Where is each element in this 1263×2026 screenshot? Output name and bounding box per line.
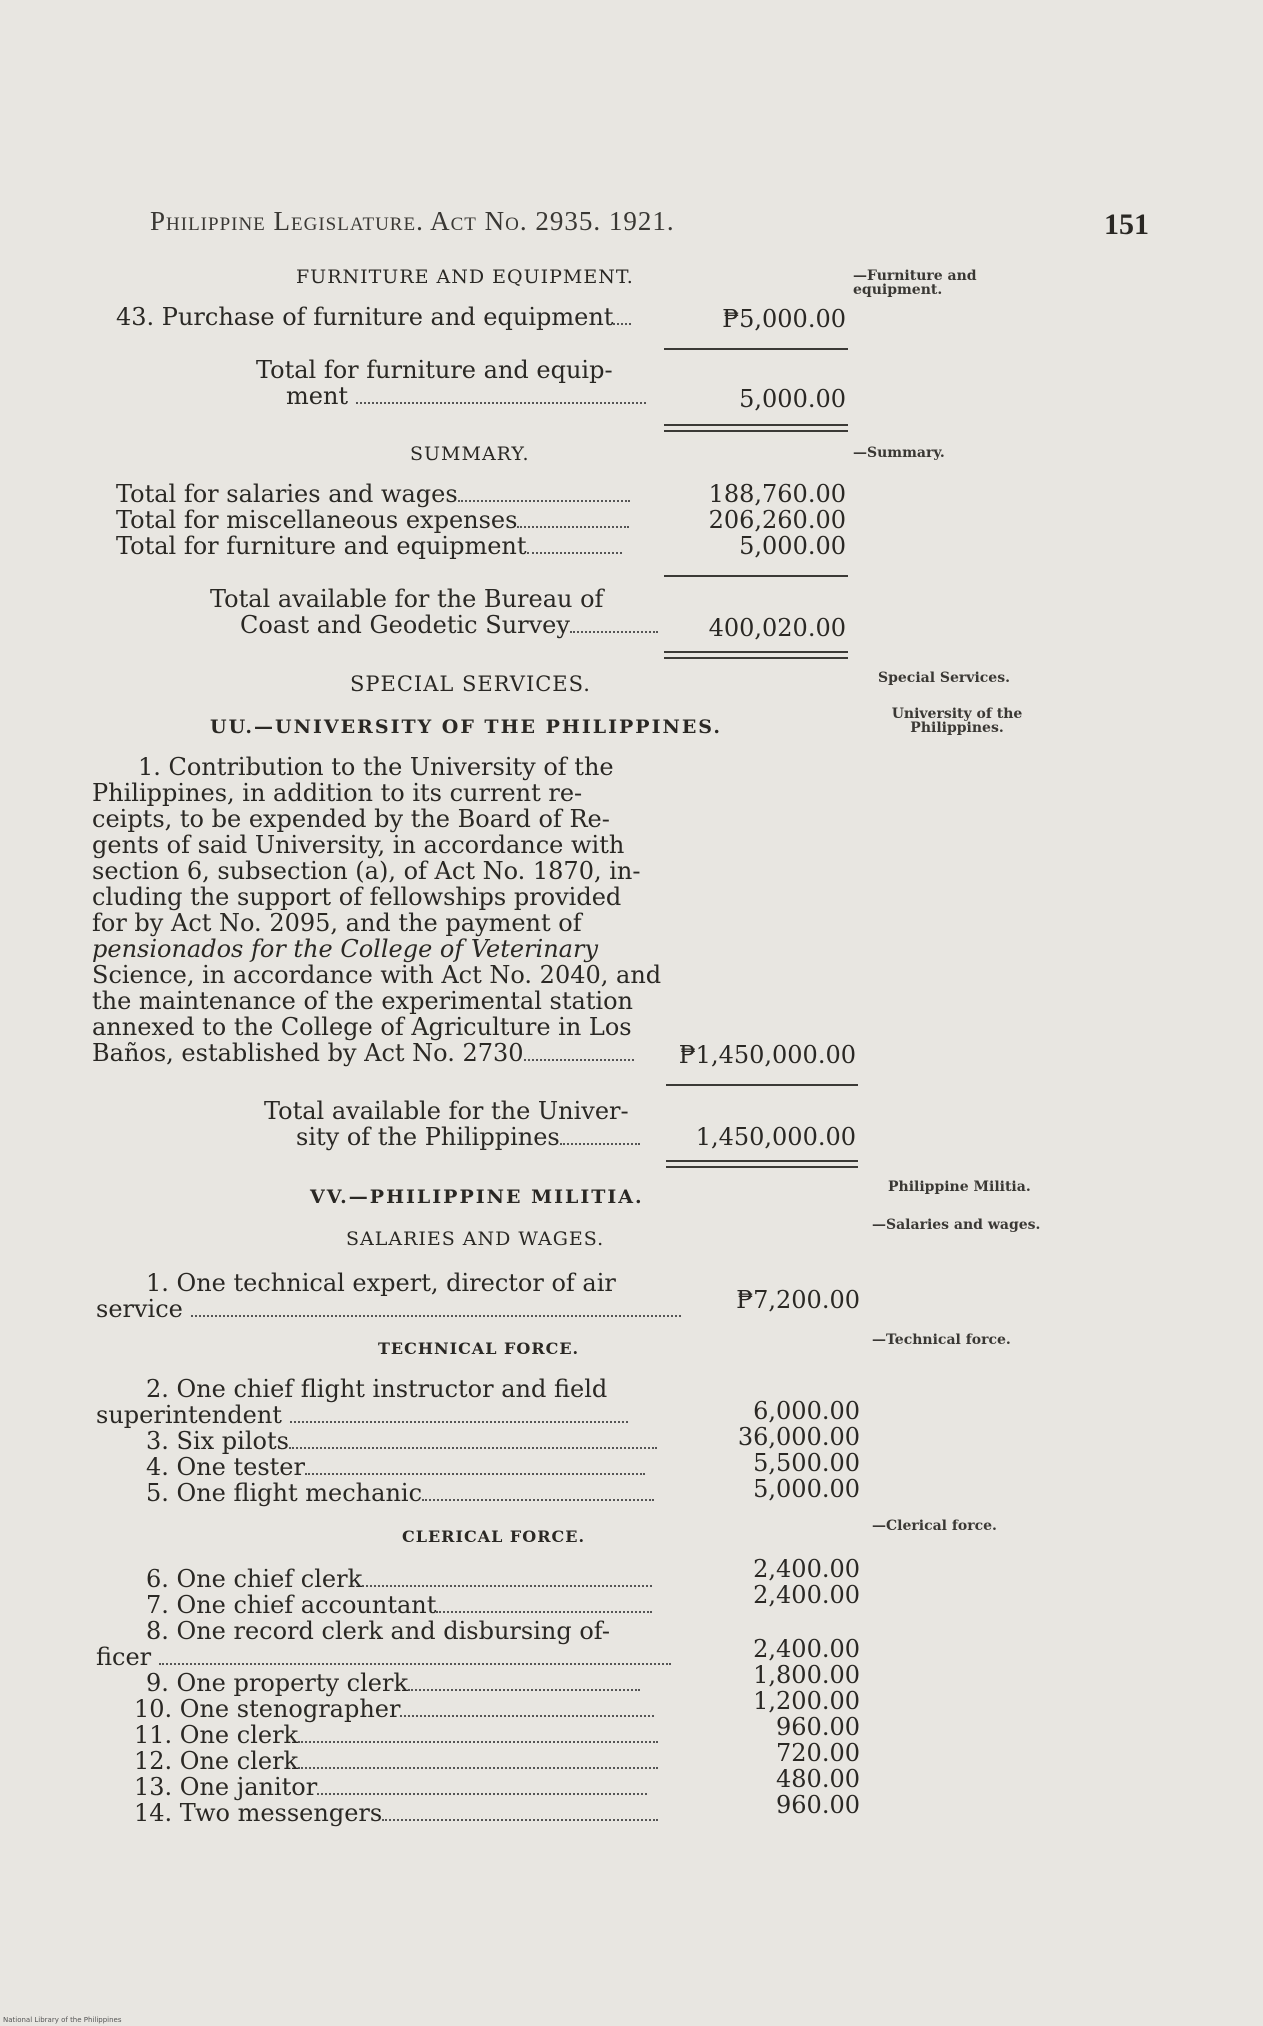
clerical-row-amount: 1,800.00 [753, 1661, 860, 1689]
clerical-row: 13. One janitor [134, 1774, 647, 1800]
furniture-item-amount: ₱5,000.00 [722, 305, 846, 333]
salaries-margin-note: —Salaries and wages. [872, 1217, 1041, 1233]
clerical-row-amount: 720.00 [776, 1739, 860, 1767]
furniture-heading: FURNITURE AND EQUIPMENT. [296, 266, 634, 288]
summary-heading: SUMMARY. [410, 443, 530, 465]
clerical-force-margin-note: —Clerical force. [872, 1518, 997, 1534]
summary-row: Total for furniture and equipment [116, 533, 622, 559]
uu-paragraph: 1. Contribution to the University of the Philippines, in addition to its current re- ceipts, to be expended by the Board of Re- gents of said University, in accordance with section 6, subsection (a), of Act No. 1870, in- cluding the support of fellowships provided for by Act No. 2095, and the payment of pensionados for the College of Veterinary Science, in accordance with Act No. 2040, and the maintenance of the experimental station annexed to the College of Agriculture in Los Baños, established by Act No. 2730 [92, 753, 662, 1067]
summary-row-amount: 206,260.00 [708, 506, 846, 534]
furniture-item-label: 43. Purchase of furniture and equipment [116, 304, 631, 330]
uu-total-line2: sity of the Philippines [296, 1124, 640, 1150]
tech-row: 5. One flight mechanic [146, 1480, 654, 1506]
clerical-row: 10. One stenographer [134, 1696, 654, 1722]
clerical-row: 9. One property clerk [146, 1670, 640, 1696]
militia-margin-note: Philippine Militia. [888, 1179, 1031, 1195]
double-rule [664, 657, 848, 659]
tech-row-amount: 5,000.00 [753, 1475, 860, 1503]
furniture-total-line2: ment [286, 383, 646, 409]
summary-row-amount: 188,760.00 [708, 480, 846, 508]
rule [664, 575, 848, 577]
uu-heading: UU.—UNIVERSITY OF THE PHILIPPINES. [210, 716, 722, 738]
clerical-row-amount: 2,400.00 [753, 1581, 860, 1609]
summary-row: Total for salaries and wages [116, 481, 630, 507]
special-services-margin-note: Special Services. [878, 670, 1010, 686]
salaries-heading: SALARIES AND WAGES. [346, 1228, 605, 1250]
uu-margin-note: University of the Philippines. [891, 706, 1023, 736]
clerical-item-8-line1: 8. One record clerk and disbursing of- [146, 1617, 610, 1645]
tech-row: 3. Six pilots [146, 1428, 657, 1454]
double-rule [664, 424, 848, 426]
tech-row: 4. One tester [146, 1454, 645, 1480]
uu-total-line1: Total available for the Univer- [264, 1097, 629, 1125]
technical-force-margin-note: —Technical force. [872, 1332, 1011, 1348]
tech-item-2-line2: superintendent [96, 1402, 628, 1428]
clerical-row-amount: 480.00 [776, 1765, 860, 1793]
summary-total-amount: 400,020.00 [708, 614, 846, 642]
double-rule [664, 651, 848, 653]
clerical-row-amount: 1,200.00 [753, 1687, 860, 1715]
rule [666, 1084, 858, 1086]
militia-heading: VV.—PHILIPPINE MILITIA. [310, 1186, 644, 1208]
uu-total-amount: 1,450,000.00 [695, 1123, 856, 1151]
militia-item-1-amount: ₱7,200.00 [736, 1286, 860, 1314]
rule [664, 348, 848, 350]
summary-margin-note: —Summary. [853, 445, 945, 461]
uu-amount: ₱1,450,000.00 [678, 1041, 856, 1069]
tech-item-2-line1: 2. One chief flight instructor and field [146, 1375, 608, 1403]
summary-row: Total for miscellaneous expenses [116, 507, 629, 533]
running-title: Philippine Legislature. Act No. 2935. 1921. [150, 206, 675, 236]
tech-item-2-amount: 6,000.00 [753, 1397, 860, 1425]
clerical-item-8-line2: ficer [96, 1644, 671, 1670]
special-services-heading: SPECIAL SERVICES. [350, 672, 591, 696]
militia-item-1-line2: service [96, 1296, 681, 1322]
clerical-row-amount: 2,400.00 [753, 1555, 860, 1583]
double-rule [664, 430, 848, 432]
clerical-row: 12. One clerk [134, 1748, 658, 1774]
double-rule [666, 1166, 858, 1168]
clerical-row-amount: 960.00 [776, 1791, 860, 1819]
clerical-row: 6. One chief clerk [146, 1566, 652, 1592]
technical-force-heading: TECHNICAL FORCE. [378, 1339, 580, 1358]
summary-total-line2: Coast and Geodetic Survey [240, 612, 658, 638]
tech-row-amount: 5,500.00 [753, 1449, 860, 1477]
furniture-total-line1: Total for furniture and equip- [256, 356, 613, 384]
clerical-row: 14. Two messengers [134, 1800, 658, 1826]
double-rule [666, 1160, 858, 1162]
summary-row-amount: 5,000.00 [739, 532, 846, 560]
militia-item-1-line1: 1. One technical expert, director of air [146, 1269, 616, 1297]
furniture-margin-note: —Furniture and equipment. [853, 268, 977, 298]
tech-row-amount: 36,000.00 [737, 1423, 860, 1451]
furniture-total-amount: 5,000.00 [739, 385, 846, 413]
clerical-force-heading: CLERICAL FORCE. [402, 1527, 586, 1546]
clerical-item-8-amount: 2,400.00 [753, 1635, 860, 1663]
summary-total-line1: Total available for the Bureau of [210, 585, 604, 613]
scan-footer: National Library of the Philippines [3, 2016, 122, 2024]
page-number: 151 [1104, 208, 1149, 241]
clerical-row-amount: 960.00 [776, 1713, 860, 1741]
clerical-row: 11. One clerk [134, 1722, 658, 1748]
clerical-row: 7. One chief accountant [146, 1592, 652, 1618]
